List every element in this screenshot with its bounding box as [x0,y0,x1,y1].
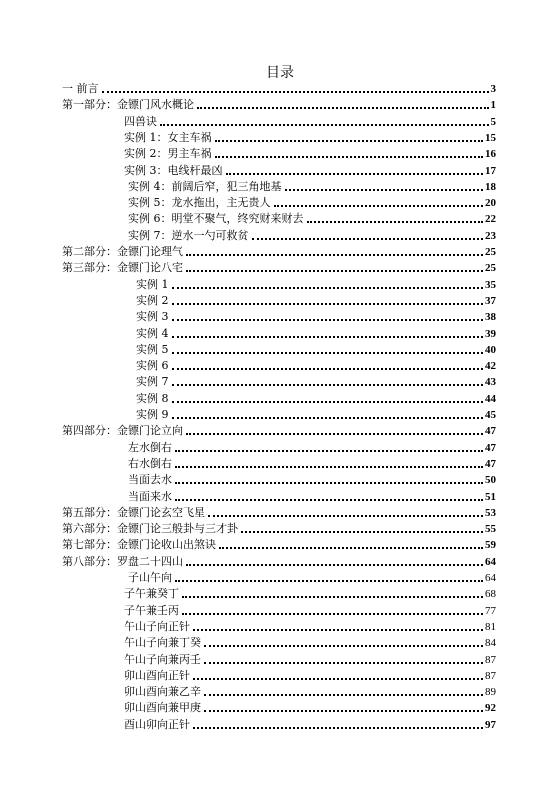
dot-leader [274,205,484,207]
dot-leader [175,482,483,484]
toc-entry[interactable] [136,341,496,357]
dot-leader [208,515,483,517]
toc-entry-page-number: 81 [485,620,496,633]
toc-entry-page-number: 5 [490,115,496,128]
toc-entry-label: 实例 3 [136,310,169,324]
toc-entry-label: 午山子向正针 [124,619,190,633]
toc-entry-label: 午山子向兼丙壬 [124,652,201,666]
dot-leader [172,352,484,354]
toc-entry-label: 四兽诀 [124,114,157,128]
toc-entry[interactable] [124,602,496,618]
toc-entry-page-number: 77 [485,604,496,617]
toc-entry-page-number: 15 [485,131,496,144]
dot-leader [172,368,484,370]
dot-leader [219,547,483,549]
dot-leader [172,336,484,338]
toc-entry-label: 实例 4 [136,326,169,340]
toc-entry[interactable] [124,162,496,178]
toc-entry-label: 第一部分：金镖门风水概论 [62,98,194,112]
toc-entry-page-number: 47 [485,425,496,438]
toc-entry-page-number: 23 [485,229,496,242]
toc-entry-label: 实例 4：前阔后窄，犯三角地基 [128,179,282,193]
toc-entry[interactable] [62,243,496,259]
dot-leader [172,384,484,386]
toc-entry[interactable] [128,471,496,487]
page-title: 目录 [266,65,294,81]
toc-entry-label: 实例 1：女主车祸 [124,130,212,144]
dot-leader [215,140,484,142]
toc-entry[interactable] [124,699,496,715]
toc-entry-label: 实例 8 [136,391,169,405]
dot-leader [172,417,484,419]
toc-entry[interactable] [136,308,496,324]
toc-entry[interactable] [136,373,496,389]
toc-entry-page-number: 1 [490,99,496,112]
toc-entry-page-number: 18 [485,180,496,193]
toc-entry-page-number: 51 [485,490,496,503]
toc-entry-label: 实例 6 [136,359,169,373]
toc-entry[interactable] [124,667,496,683]
toc-entry-page-number: 38 [485,311,496,324]
toc-entry[interactable] [124,618,496,634]
toc-entry-page-number: 16 [485,148,496,161]
dot-leader [182,596,483,598]
toc-entry-page-number: 55 [485,523,496,536]
dot-leader [172,303,484,305]
toc-entry[interactable] [62,504,496,520]
toc-entry-page-number: 3 [490,83,496,95]
toc-entry[interactable] [136,390,496,406]
dot-leader [241,531,483,533]
toc-entry-label: 卯山酉向兼甲庚 [124,701,201,715]
toc-entry-page-number: 59 [485,539,496,552]
toc-entry-label: 子午兼壬丙 [124,603,179,617]
toc-entry-page-number: 35 [485,278,496,291]
toc-entry[interactable] [124,683,496,699]
toc-entry-label: 实例 2 [136,293,169,307]
toc-entry-page-number: 47 [485,441,496,454]
toc-entry-page-number: 89 [485,686,496,699]
toc-entry[interactable] [136,325,496,341]
toc-entry-page-number: 50 [485,474,496,487]
toc-entry-label: 一 前言 [62,82,99,95]
toc-entry-label: 卯山酉向正针 [124,668,190,682]
toc-entry-label: 左水倒右 [128,440,172,454]
dot-leader [204,694,483,696]
toc-entry-label: 当面来水 [128,489,172,503]
toc-entry-page-number: 25 [485,262,496,275]
toc-entry-page-number: 92 [485,702,496,715]
toc-entry[interactable] [128,227,496,243]
toc-entry[interactable] [62,422,496,438]
toc-entry-label: 卯山酉向兼乙辛 [124,685,201,699]
toc-entry[interactable] [128,488,496,504]
toc-entry-page-number: 97 [485,718,496,731]
dot-leader [193,629,483,631]
dot-leader [175,580,483,582]
dot-leader [252,238,484,240]
dot-leader [186,433,483,435]
toc-entry-page-number: 20 [485,197,496,210]
dot-leader [175,466,483,468]
toc-entry[interactable] [124,129,496,145]
toc-entry-label: 第二部分：金镖门论理气 [62,245,183,258]
toc-entry-label: 午山子向兼丁癸 [124,636,201,650]
toc-entry-label: 实例 7 [136,375,169,389]
toc-entry-page-number: 87 [485,669,496,682]
toc-entry-label: 实例 1 [136,277,169,291]
toc-entry-page-number: 68 [485,588,496,601]
toc-entry-page-number: 84 [485,637,496,650]
dot-leader [172,401,484,403]
toc-entry-page-number: 43 [485,376,496,389]
dot-leader [193,727,483,729]
dot-leader [186,564,483,566]
toc-entry[interactable] [124,651,496,667]
toc-entry-label: 实例 7：逆水一勺可救贫 [128,228,249,242]
dot-leader [175,499,483,501]
toc-entry-page-number: 45 [485,409,496,421]
toc-entry-page-number: 64 [485,555,496,568]
toc-entry-page-number: 22 [485,213,496,226]
toc-entry-label: 第五部分：金镖门论玄空飞星 [62,505,205,519]
toc-entry[interactable] [124,716,496,732]
toc-entry[interactable] [62,96,496,112]
toc-entry-label: 实例 6：明堂不聚气，终究财来财去 [128,212,304,226]
toc-entry[interactable] [136,406,496,422]
toc-entry-label: 实例 2：男主车祸 [124,147,212,161]
dot-leader [197,107,489,109]
dot-leader [186,254,483,256]
toc-entry-page-number: 39 [485,327,496,340]
toc-entry-label: 实例 5：龙水拖出，主无贵人 [128,196,271,210]
toc-entry[interactable] [128,439,496,455]
toc-entry-label: 第六部分：金镖门论三般卦与三才卦 [62,522,238,536]
toc-entry-label: 酉山卯向正针 [124,717,190,731]
toc-entry-label: 第八部分：罗盘二十四山 [62,554,183,568]
toc-entry-page-number: 47 [485,457,496,470]
toc-entry-label: 子午兼癸丁 [124,587,179,601]
toc-entry[interactable] [128,569,496,585]
toc-entry[interactable] [128,194,496,210]
toc-entry-label: 第三部分：金镖门论八宅 [62,261,183,275]
toc-entry-page-number: 44 [485,392,496,405]
toc-entry[interactable] [128,178,496,194]
toc-entry[interactable] [136,292,496,308]
dot-leader [204,645,483,647]
toc-entry[interactable] [124,145,496,161]
toc-entry[interactable] [62,520,496,536]
dot-leader [182,613,483,615]
toc-entry[interactable] [124,113,496,129]
toc-entry-label: 实例 9 [136,408,169,421]
toc-entry-label: 实例 3：电线杆最凶 [124,163,223,177]
toc-entry[interactable] [136,276,496,292]
toc-entry-label: 右水倒右 [128,456,172,470]
toc-entry[interactable] [128,210,496,226]
toc-entry-label: 第四部分：金镖门论立向 [62,424,183,438]
toc-entry-page-number: 53 [485,506,496,519]
dot-leader [160,124,489,126]
dot-leader [204,662,483,664]
toc-entry-page-number: 37 [485,294,496,307]
toc-entry-page-number: 64 [485,572,496,584]
toc-entry-label: 实例 5 [136,342,169,356]
dot-leader [175,450,483,452]
dot-leader [215,156,484,158]
dot-leader [186,270,483,272]
toc-entry[interactable] [62,536,496,552]
dot-leader [226,173,484,175]
toc-entry-page-number: 87 [485,653,496,666]
toc-entry[interactable] [62,259,496,275]
toc-entry-page-number: 42 [485,360,496,373]
toc-entry-page-number: 17 [485,164,496,177]
toc-entry[interactable] [62,80,496,96]
toc-entry[interactable] [128,455,496,471]
toc-entry-page-number: 40 [485,343,496,356]
toc-entry-label: 第七部分：金镖门论收山出煞诀 [62,538,216,552]
toc-entry-page-number: 25 [485,246,496,258]
dot-leader [172,287,484,289]
toc-entry[interactable] [62,553,496,569]
toc-entry[interactable] [124,634,496,650]
toc-entry-label: 子山午向 [128,571,172,584]
toc-entry[interactable] [136,357,496,373]
dot-leader [102,91,489,93]
toc-entry[interactable] [124,585,496,601]
dot-leader [193,678,483,680]
dot-leader [285,189,484,191]
dot-leader [204,710,483,712]
dot-leader [307,221,484,223]
dot-leader [172,319,484,321]
toc-entry-label: 当面去水 [128,473,172,487]
